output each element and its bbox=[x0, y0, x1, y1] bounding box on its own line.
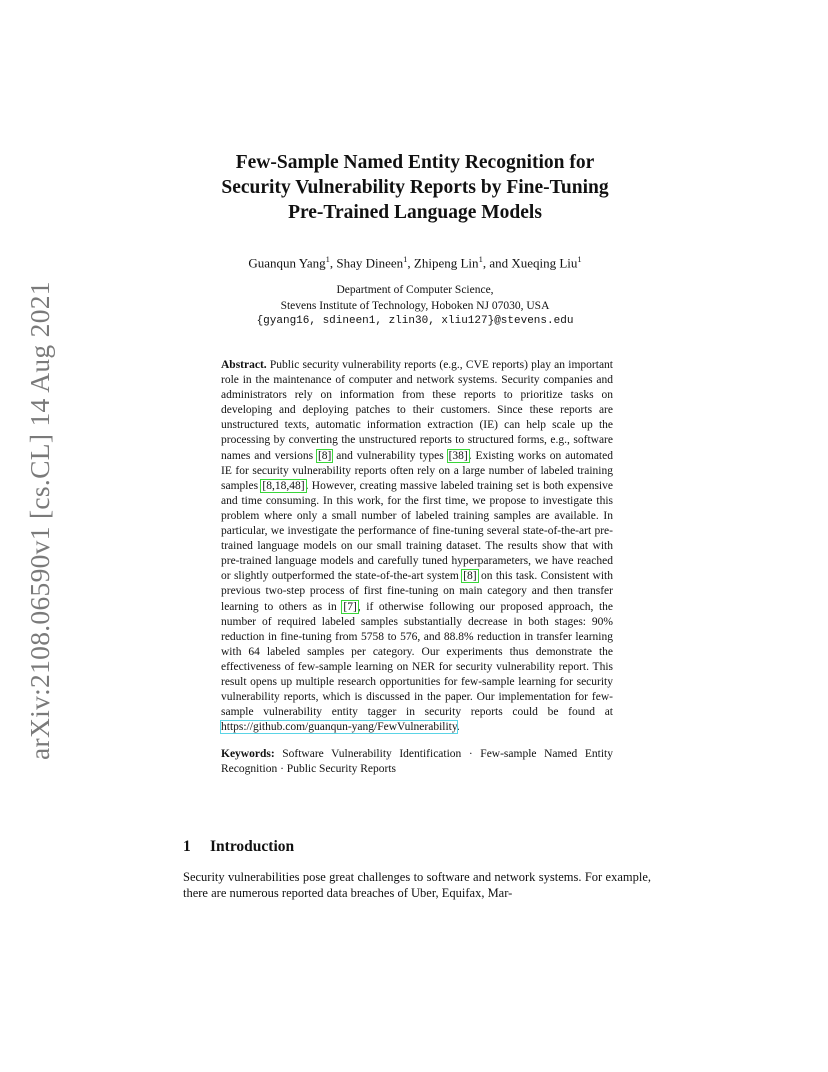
keywords-label: Keywords: bbox=[221, 748, 275, 761]
abstract-text: , if otherwise following our proposed approach, the number of required labeled samples substantially decrease in both stages: 90% reduction in fine-tuning from 5758 to 576, and 88.8% reduction in transfer learning with 64 labeled samples per category. Our experiments thus demonstrate the effectiveness of few-sample learning on NER for security vulnerability report. This result opens up multiple research opportunities for few-sample learning for security vulnerability reports, which is discussed in the paper. Our implementation for few-sample vulnerability entity tagger in security reports could be found at bbox=[221, 600, 613, 719]
introduction-text bbox=[183, 869, 651, 901]
department: Department of Computer Science, bbox=[336, 284, 494, 296]
abstract bbox=[221, 358, 613, 778]
abstract-text: and vulnerability types bbox=[332, 449, 448, 462]
abstract-text: Public security vulnerability reports (e.g., CVE reports) play an important role in the maintenance of computer and network systems. Security companies and administrators rely on information from these reports to prioritize tasks on developing and deploying patches to their customers. Since these reports are unstructured texts, automatic information extraction (IE) can help scale up the processing by converting the unstructured reports to structured forms, e.g., software names and versions bbox=[221, 359, 613, 462]
body-paragraph: Security vulnerabilities pose great challenges to software and network systems. For example, there are numerous reported data breaches of Uber, Equifax, Mar- bbox=[183, 870, 651, 900]
abstract-text: . However, creating massive labeled training set is both expensive and time consuming. In this work, for the first time, we propose to investigate this problem where only a small number of labeled training samples are available. In particular, we investigate the performance of fine-tuning several state-of-the-art pre-trained language models on our small training dataset. The results show that with pre-trained language models and carefully tuned hyperparameters, we have reached or slightly outperformed the state-of-the-art system bbox=[221, 479, 613, 583]
title-line: Pre-Trained Language Models bbox=[288, 202, 542, 223]
section-title: Introduction bbox=[210, 838, 295, 855]
paper-title bbox=[150, 150, 680, 225]
author-name: Guanqun Yang bbox=[248, 255, 326, 271]
github-link[interactable]: https://github.com/guanqun-yang/FewVulnerability bbox=[221, 721, 457, 734]
section-heading bbox=[183, 838, 294, 856]
citation-link[interactable]: [8] bbox=[317, 449, 332, 462]
affiliation bbox=[150, 283, 680, 330]
citation-link[interactable]: [8,18,48] bbox=[262, 479, 305, 492]
title-line: Few-Sample Named Entity Recognition for bbox=[235, 152, 595, 173]
author-separator: , bbox=[407, 255, 414, 271]
affiliation-mark: 1 bbox=[577, 254, 582, 264]
keywords bbox=[221, 747, 613, 777]
abstract-text: . bbox=[456, 721, 460, 734]
institution: Stevens Institute of Technology, Hoboken NJ 07030, USA bbox=[280, 299, 550, 312]
citation-link[interactable]: [38] bbox=[448, 449, 468, 462]
abstract-label: Abstract. bbox=[221, 359, 267, 371]
author-list bbox=[150, 254, 680, 271]
abstract-paragraph bbox=[221, 358, 613, 735]
affiliation-mark: 1 bbox=[403, 254, 408, 264]
affiliation-mark: 1 bbox=[325, 254, 330, 264]
title-line: Security Vulnerability Reports by Fine-Tuning bbox=[221, 177, 609, 198]
author-name: Zhipeng Lin bbox=[413, 255, 479, 271]
citation-link[interactable]: [7] bbox=[343, 600, 357, 613]
abstract-text: on this task. Consistent with previous two-step process of first fine-tuning on main category and then transfer learning to others as in bbox=[221, 570, 613, 613]
author-name: Xueqing Liu bbox=[511, 255, 578, 271]
author-emails: {gyang16, sdineen1, zlin30, xliu127}@stevens.edu bbox=[256, 315, 574, 327]
citation-link[interactable]: [8] bbox=[463, 570, 477, 583]
author-separator: , bbox=[329, 255, 337, 271]
author-name: Shay Dineen bbox=[336, 255, 404, 271]
author-separator: , and bbox=[482, 255, 512, 271]
section-number: 1 bbox=[183, 838, 191, 855]
arxiv-identifier: arXiv:2108.06590v1 [cs.CL] 14 Aug 2021 bbox=[24, 281, 55, 760]
affiliation-mark: 1 bbox=[478, 254, 483, 264]
keywords-text: Software Vulnerability Identification · Few-sample Named Entity Recognition · Public Security Reports bbox=[221, 748, 613, 776]
abstract-text: . Existing works on automated IE for security vulnerability reports often rely on a large number of labeled training samples bbox=[221, 449, 613, 492]
